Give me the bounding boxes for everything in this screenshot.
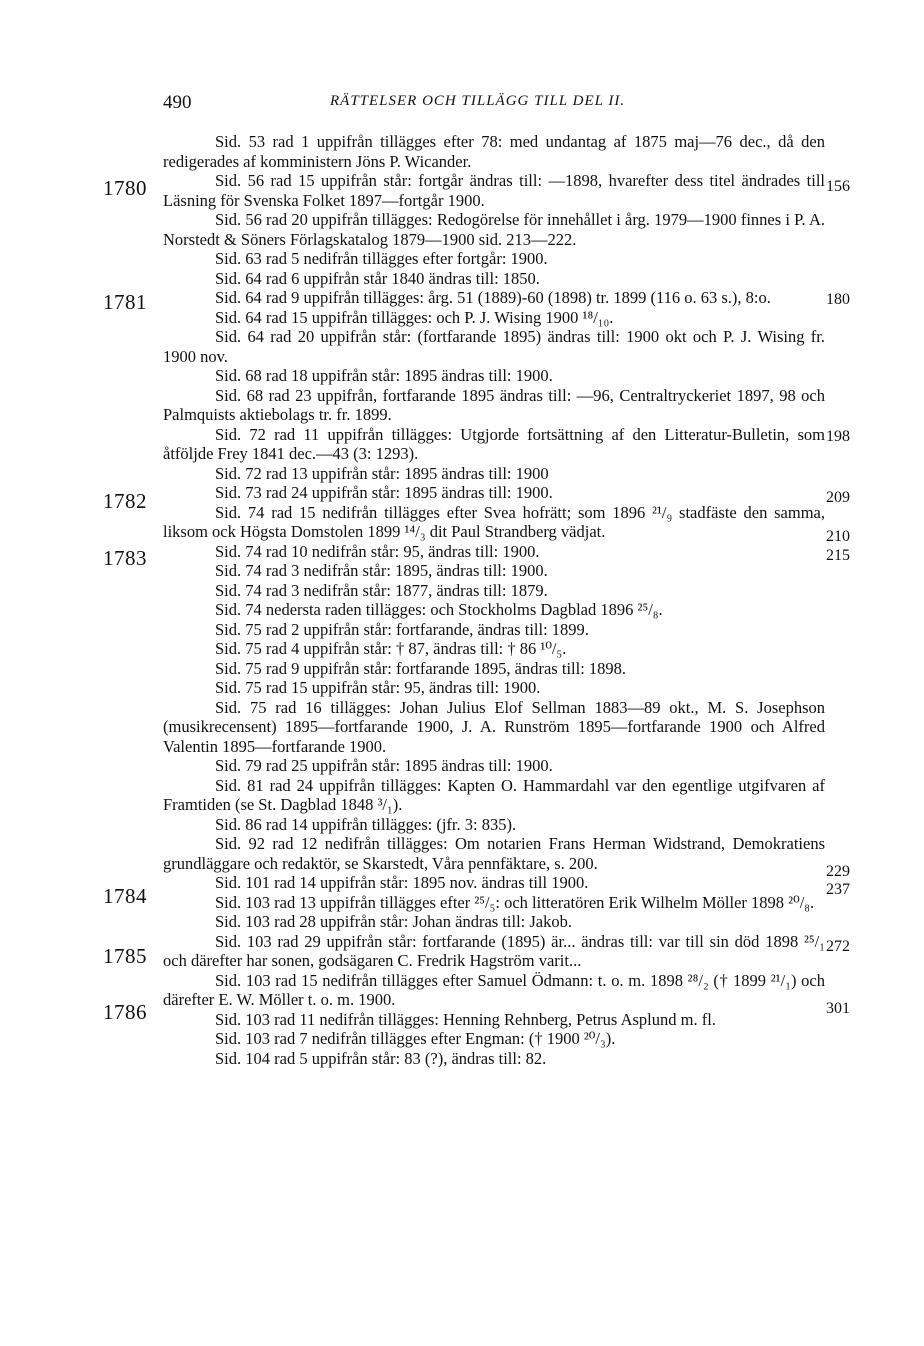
correction-entry: Sid. 64 rad 6 uppifrån står 1840 ändras till: 1850.: [215, 268, 540, 288]
correction-entry: Sid. 74 rad 15 nedifrån tillägges efter Svea hofrätt; som 1896 ²¹/₉ stadfäste den samma, liksom ock Högsta Domstolen 1899 ¹⁴/₃ dit Paul Strandberg vädjat.: [163, 502, 825, 541]
correction-entry: Sid. 53 rad 1 uppifrån tillägges efter 78: med undantag af 1875 maj—76 dec., då den redigerades af komministern Jöns P. Wicander.: [163, 132, 825, 171]
correction-entry: Sid. 64 rad 15 uppifrån tillägges: och P. J. Wising 1900 ¹⁸/₁₀.: [215, 307, 614, 327]
correction-entry: Sid. 74 rad 3 nedifrån står: 1877, ändras till: 1879.: [215, 580, 548, 600]
margin-left-number: 1780: [103, 176, 147, 200]
correction-entry: Sid. 75 rad 4 uppifrån står: † 87, ändras till: † 86 ¹⁰/₅.: [215, 639, 567, 658]
correction-entry: Sid. 68 rad 23 uppifrån, fortfarande 1895 ändras till: —96, Centraltryckeriet 1897, 98 och Palmquists aktiebolags tr. fr. 1899.: [163, 385, 825, 424]
correction-entry: Sid. 75 rad 2 uppifrån står: fortfarande, ändras till: 1899.: [215, 619, 589, 639]
corrections-list: [163, 132, 825, 1068]
correction-entry: Sid. 75 rad 16 tillägges: Johan Julius Elof Sellman 1883—89 okt., M. S. Josephson (musikrecensent) 1895—fortfarande 1900, J. A. Runström 1895—fortfarande 1900 och Alfred Valentin 1895—fortfarande 1900.: [163, 697, 825, 756]
correction-entry: Sid. 75 rad 9 uppifrån står: fortfarande 1895, ändras till: 1898.: [215, 658, 627, 678]
margin-right-number: 198: [826, 428, 850, 445]
correction-entry: Sid. 56 rad 20 uppifrån tillägges: Redogörelse för innehållet i årg. 1979—1900 finnes i P. A. Norstedt & Söners Förlagskatalog 1879—1900 sid. 213—222.: [163, 210, 825, 249]
margin-left-number: 1783: [103, 546, 147, 570]
correction-entry: Sid. 63 rad 5 nedifrån tillägges efter fortgår: 1900.: [215, 249, 548, 268]
correction-entry: Sid. 103 rad 28 uppifrån står: Johan ändras till: Jakob.: [215, 912, 572, 931]
correction-entry: Sid. 103 rad 11 nedifrån tillägges: Henning Rehnberg, Petrus Asplund m. fl.: [215, 1009, 716, 1029]
correction-entry: Sid. 103 rad 7 nedifrån tillägges efter Engman: († 1900 ²⁰/₃).: [215, 1029, 616, 1048]
margin-right-number: 180: [826, 291, 850, 308]
correction-entry: Sid. 103 rad 13 uppifrån tillägges efter ²⁵/₅: och litteratören Erik Wilhelm Möller 1898 ²⁰/₈.: [215, 892, 815, 912]
correction-entry: Sid. 64 rad 9 uppifrån tillägges: årg. 51 (1889)-60 (1898) tr. 1899 (116 o. 63 s.), 8:o.: [215, 288, 771, 307]
correction-entry: Sid. 92 rad 12 nedifrån tillägges: Om notarien Frans Herman Widstrand, Demokratiens grundläggare och redaktör, se Skarstedt, Våra pennfäktare, s. 200.: [163, 834, 825, 873]
margin-left-number: 1786: [103, 1000, 147, 1024]
running-title: RÄTTELSER OCH TILLÄGG TILL DEL II.: [330, 93, 626, 109]
correction-entry: Sid. 74 rad 3 nedifrån står: 1895, ändras till: 1900.: [215, 561, 548, 580]
correction-entry: Sid. 104 rad 5 uppifrån står: 83 (?), ändras till: 82.: [215, 1048, 547, 1068]
margin-right-number: 301: [826, 1000, 850, 1017]
correction-entry: Sid. 101 rad 14 uppifrån står: 1895 nov. ändras till 1900.: [215, 873, 589, 892]
correction-entry: Sid. 74 rad 10 nedifrån står: 95, ändras till: 1900.: [215, 541, 540, 561]
margin-left-number: 1785: [103, 944, 147, 968]
correction-entry: Sid. 72 rad 11 uppifrån tillägges: Utgjorde fortsättning af den Litteratur-Bulletin, som åtföljde Frey 1841 dec.—43 (3: 1293).: [163, 424, 825, 463]
correction-entry: Sid. 86 rad 14 uppifrån tillägges: (jfr. 3: 835).: [215, 814, 517, 834]
correction-entry: Sid. 75 rad 15 uppifrån står: 95, ändras till: 1900.: [215, 678, 541, 697]
correction-entry: Sid. 73 rad 24 uppifrån står: 1895 ändras till: 1900.: [215, 483, 553, 502]
margin-right-number: 229: [826, 863, 850, 880]
margin-left-number: 1781: [103, 290, 147, 314]
correction-entry: Sid. 103 rad 29 uppifrån står: fortfarande (1895) är... ändras till: var till sin död 1898 ²⁵/₁ och därefter har sonen, godsägaren C. Fredrik Hagström varit...: [163, 931, 825, 970]
margin-right-number: 156: [826, 178, 850, 195]
margin-right-number: 215: [826, 547, 850, 564]
correction-entry: Sid. 64 rad 20 uppifrån står: (fortfarande 1895) ändras till: 1900 okt och P. J. Wising fr. 1900 nov.: [163, 327, 825, 366]
margin-right-number: 210: [826, 528, 850, 545]
margin-right-number: 272: [826, 938, 850, 955]
correction-entry: Sid. 79 rad 25 uppifrån står: 1895 ändras till: 1900.: [215, 756, 553, 775]
page-number: 490: [163, 92, 192, 113]
correction-entry: Sid. 103 rad 15 nedifrån tillägges efter Samuel Ödmann: t. o. m. 1898 ²⁸/₂ († 1899 ²¹/₁) och därefter E. W. Möller t. o. m. 1900.: [163, 970, 825, 1009]
margin-right-number: 237: [826, 881, 850, 898]
correction-entry: Sid. 81 rad 24 uppifrån tillägges: Kapten O. Hammardahl var den egentlige utgifvaren af Framtiden (se St. Dagblad 1848 ³/₁).: [163, 775, 825, 814]
correction-entry: Sid. 72 rad 13 uppifrån står: 1895 ändras till: 1900: [215, 463, 549, 483]
correction-entry: Sid. 74 nedersta raden tillägges: och Stockholms Dagblad 1896 ²⁵/₈.: [215, 600, 663, 619]
correction-entry: Sid. 56 rad 15 uppifrån står: fortgår ändras till: —1898, hvarefter dess titel ändrades till Läsning för Svenska Folket 1897—fortgår 1900.: [163, 171, 825, 210]
margin-left-number: 1784: [103, 884, 147, 908]
margin-right-number: 209: [826, 489, 850, 506]
margin-left-number: 1782: [103, 489, 147, 513]
correction-entry: Sid. 68 rad 18 uppifrån står: 1895 ändras till: 1900.: [215, 366, 553, 385]
